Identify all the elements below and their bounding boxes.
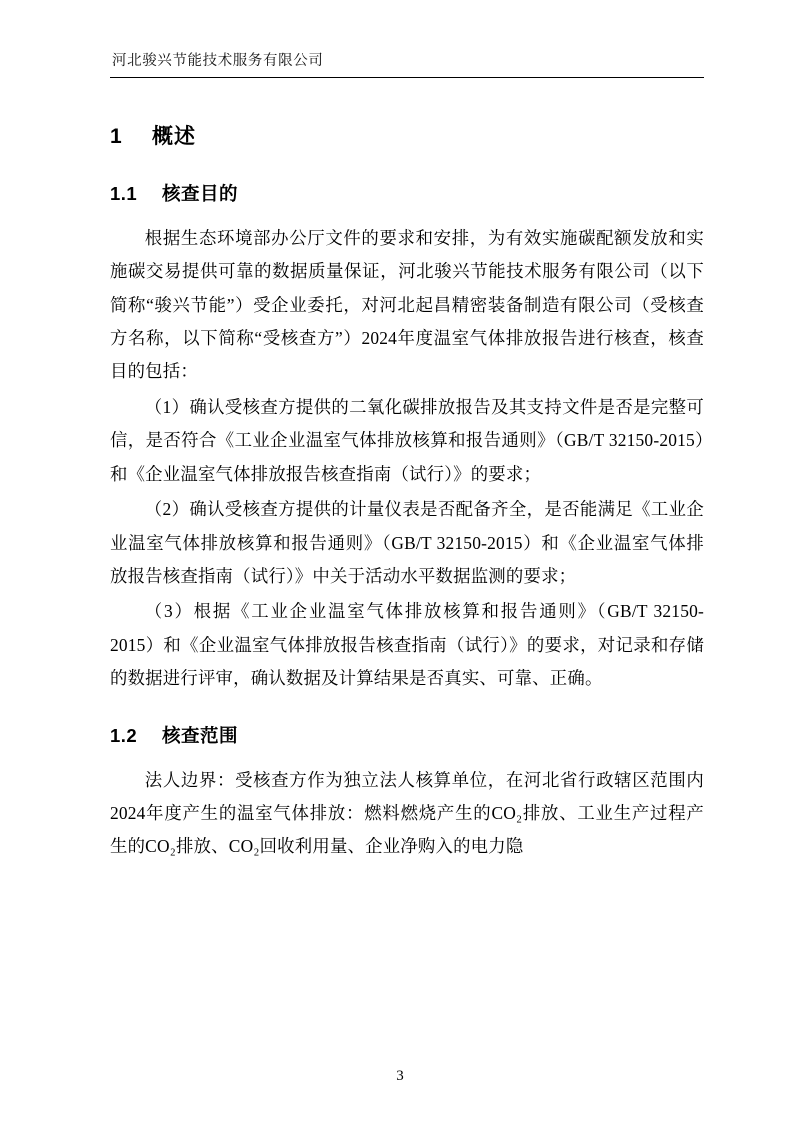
running-header <box>110 52 704 78</box>
chapter-title: 概述 <box>152 124 196 148</box>
section-number: 1.2 <box>110 724 138 746</box>
section-title: 核查目的 <box>162 182 239 204</box>
paragraph: （3）根据《工业企业温室气体排放核算和报告通则》（GB/T 32150-2015）和《企业温室气体排放报告核查指南（试行）》的要求，对记录和存储的数据进行评审，确认数据及计算结果是否真实、可靠、正确。 <box>110 601 704 689</box>
header-company-name: 河北骏兴节能技术服务有限公司 <box>112 53 324 69</box>
section-heading-1-2 <box>110 722 704 748</box>
section-title: 核查范围 <box>162 724 239 746</box>
page-number: 3 <box>396 1068 404 1084</box>
section-heading-1-1 <box>110 180 704 206</box>
paragraph: （2）确认受核查方提供的计量仪表是否配备齐全，是否能满足《工业企业温室气体排放核算和报告通则》（GB/T 32150-2015）和《企业温室气体排放报告核查指南（试行）》中关于活动水平数据监测的要求； <box>110 499 704 586</box>
page-footer <box>0 1068 800 1085</box>
paragraph: （1）确认受核查方提供的二氧化碳排放报告及其支持文件是否是完整可信，是否符合《工业企业温室气体排放核算和报告通则》（GB/T 32150-2015）和《企业温室气体排放报告核查指南（试行）》的要求； <box>110 396 704 484</box>
paragraph: 根据生态环境部办公厅文件的要求和安排，为有效实施碳配额发放和实施碳交易提供可靠的数据质量保证，河北骏兴节能技术服务有限公司（以下简称“骏兴节能”）受企业委托，对河北起昌精密装备制造有限公司（受核查方名称，以下简称“受核查方”）2024年度温室气体排放报告进行核查，核查目的包括： <box>110 227 704 382</box>
chapter-number: 1 <box>110 124 123 148</box>
chapter-heading <box>110 120 704 150</box>
paragraph: 法人边界：受核查方作为独立法人核算单位，在河北省行政辖区范围内2024年度产生的温室气体排放：燃料燃烧产生的CO₂排放、工业生产过程产生的CO₂排放、CO₂回收利用量、企业净购入的电力隐 <box>110 769 704 857</box>
section-number: 1.1 <box>110 182 138 204</box>
